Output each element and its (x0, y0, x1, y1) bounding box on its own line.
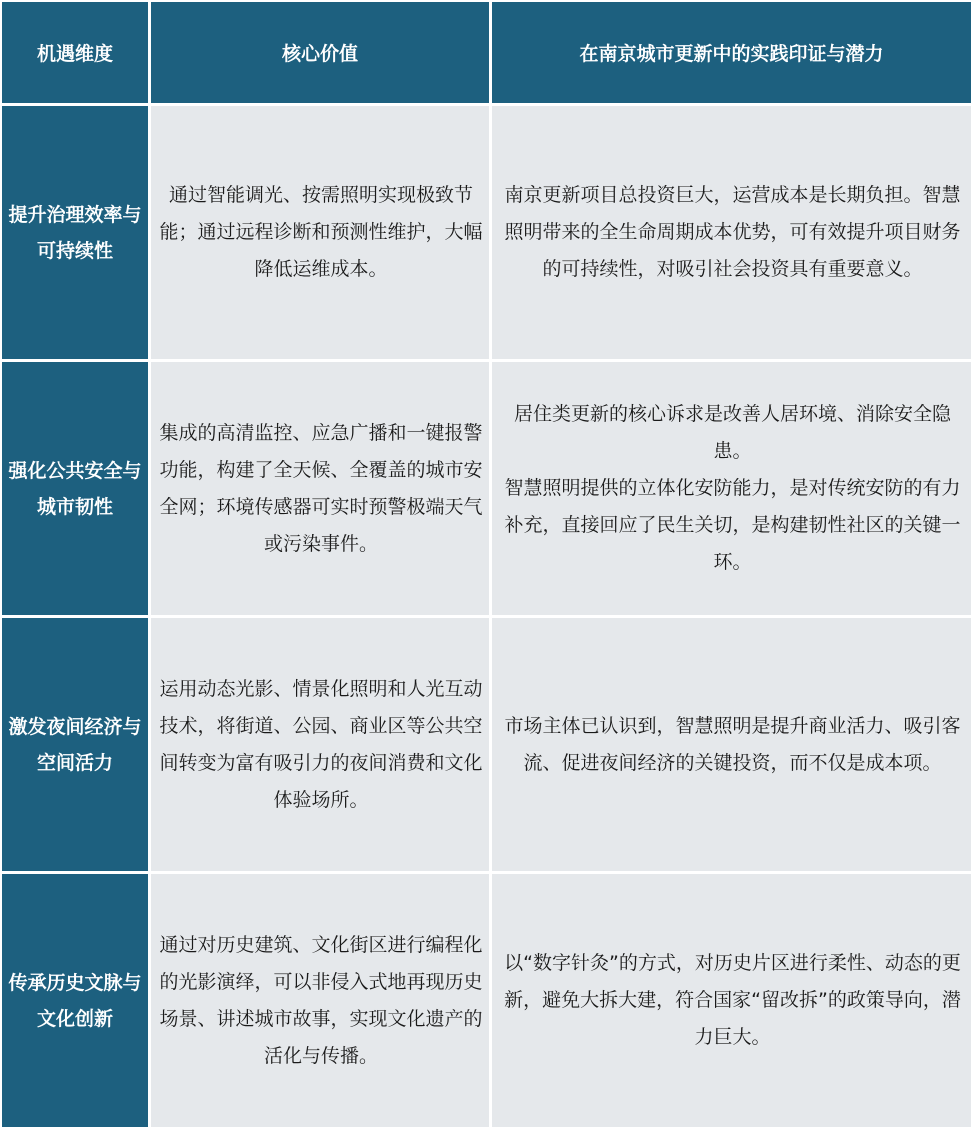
practice-paragraph: 以“数字针灸”的方式，对历史片区进行柔性、动态的更新，避免大拆大建，符合国家“留改拆”的政策导向，潜力巨大。 (504, 952, 961, 1048)
practice-cell (492, 618, 971, 871)
practice-cell (492, 106, 971, 359)
practice-paragraph: 南京更新项目总投资巨大，运营成本是长期负担。智慧照明带来的全生命周期成本优势，可有效提升项目财务的可持续性，对吸引社会投资具有重要意义。 (504, 184, 961, 280)
header-core-value: 核心价值 (151, 2, 489, 103)
core-value-cell: 通过对历史建筑、文化街区进行编程化的光影演绎，可以非侵入式地再现历史场景、讲述城市故事，实现文化遗产的活化与传播。 (151, 874, 489, 1127)
core-value-cell: 运用动态光影、情景化照明和人光互动技术，将街道、公园、商业区等公共空间转变为富有吸引力的夜间消费和文化体验场所。 (151, 618, 489, 871)
dimension-cell: 激发夜间经济与空间活力 (2, 618, 148, 871)
header-dimension: 机遇维度 (2, 2, 148, 103)
opportunity-table (2, 2, 971, 1127)
practice-paragraph: 智慧照明提供的立体化安防能力，是对传统安防的有力补充，直接回应了民生关切，是构建韧性社区的关键一环。 (504, 477, 961, 573)
header-practice: 在南京城市更新中的实践印证与潜力 (492, 2, 971, 103)
practice-cell (492, 874, 971, 1127)
practice-paragraph: 市场主体已认识到，智慧照明是提升商业活力、吸引客流、促进夜间经济的关键投资，而不仅是成本项。 (504, 714, 961, 774)
dimension-cell: 强化公共安全与城市韧性 (2, 362, 148, 615)
core-value-cell: 集成的高清监控、应急广播和一键报警功能，构建了全天候、全覆盖的城市安全网；环境传感器可实时预警极端天气或污染事件。 (151, 362, 489, 615)
dimension-cell: 传承历史文脉与文化创新 (2, 874, 148, 1127)
practice-paragraph: 居住类更新的核心诉求是改善人居环境、消除安全隐患。 (513, 403, 951, 462)
practice-cell (492, 362, 971, 615)
dimension-cell: 提升治理效率与可持续性 (2, 106, 148, 359)
core-value-cell: 通过智能调光、按需照明实现极致节能；通过远程诊断和预测性维护，大幅降低运维成本。 (151, 106, 489, 359)
